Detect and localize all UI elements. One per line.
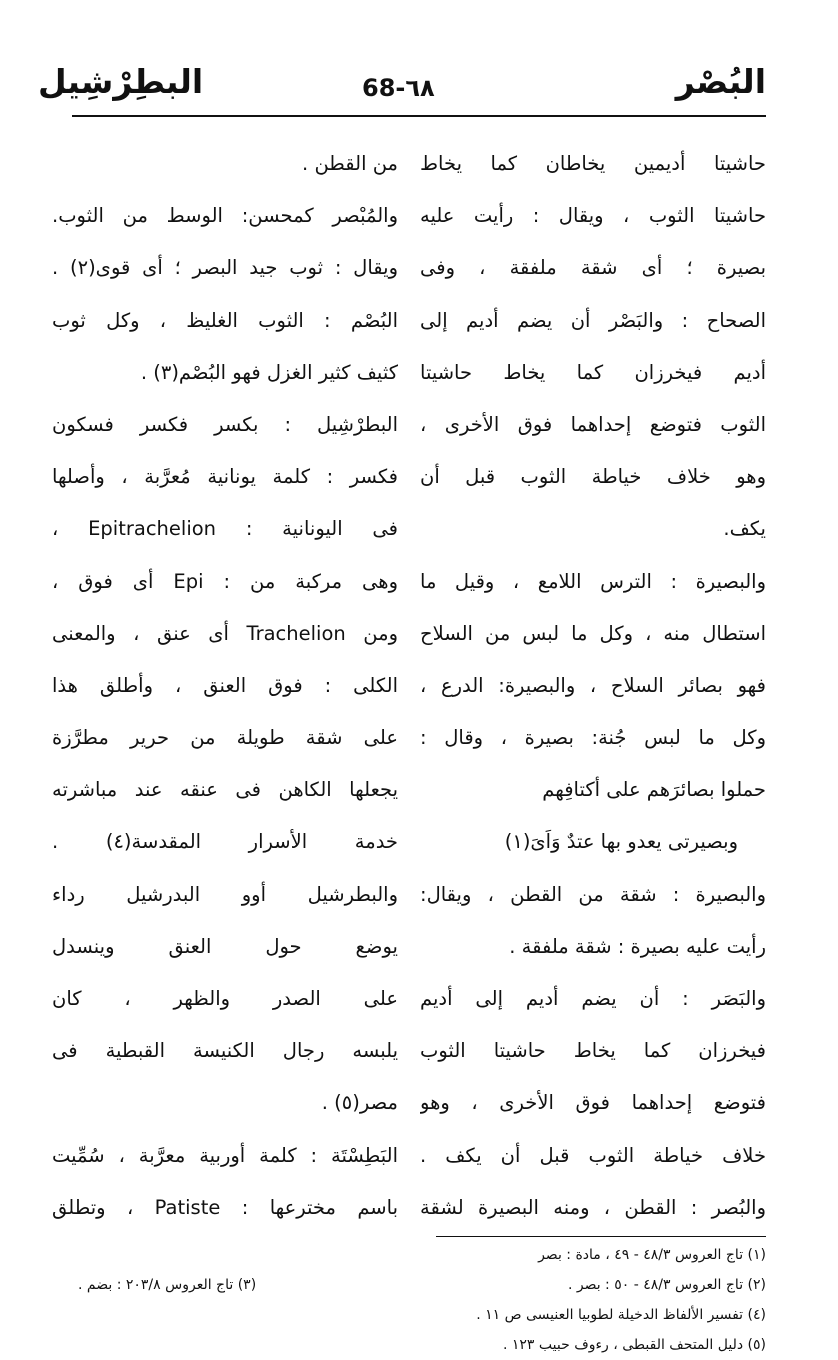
text-line: فهو بصائر السلاح ، والبصيرة: الدرع ، [420, 673, 766, 697]
text-line: يجعلها الكاهن فى عنقه عند مباشرته [52, 778, 398, 802]
footnote: (٢) تاج العروس ٤٨/٣ - ٥٠ : بصر . [567, 1277, 766, 1293]
text-line: كثيف كثير الغزل فهو البُصْم(٣) . [140, 360, 398, 384]
text-line: باسم مخترعها : Patiste ، وتطلق [52, 1195, 398, 1219]
text-line: والبصيرة : الترس اللامع ، وقيل ما [420, 569, 766, 593]
text-line: من القطن . [302, 152, 398, 175]
text-line: فيخرزان كما يخاط حاشيتا الثوب [420, 1039, 766, 1063]
left-column [52, 138, 398, 1234]
text-line: يوضع حول العنق وينسدل [52, 934, 398, 958]
text-line: وهو خلاف خياطة الثوب قبل أن [420, 465, 766, 489]
verse-line: حملوا بصائرَهم على أكتافِهم [542, 778, 766, 802]
text-line: على شقة طويلة من حرير مطرَّزة [52, 726, 398, 750]
text-line: يلبسه رجال الكنيسة القبطية فى [52, 1039, 398, 1063]
footnote-row [66, 1270, 766, 1300]
text-line: رأيت عليه بصيرة : شقة ملفقة . [509, 934, 766, 958]
text-line: الثوب فتوضع إحداهما فوق الأخرى ، [420, 412, 766, 436]
text-line: حاشيتا أديمين يخاطان كما يخاط [420, 152, 766, 175]
text-line: على الصدر والظهر ، كان [52, 987, 398, 1010]
footnote: (٥) دليل المتحف القبطى ، رءوف حبيب ١٢٣ . [502, 1337, 766, 1353]
text-line: والبطرشيل أوو البدرشيل رداء [52, 882, 398, 906]
page-header [0, 52, 838, 112]
text-line: فكسر : كلمة يونانية مُعرَّبة ، وأصلها [52, 465, 398, 489]
right-column [420, 138, 766, 1234]
text-line: والبُصر : القطن ، ومنه البصيرة لشقة [420, 1195, 766, 1219]
text-line: الكلى : فوق العنق ، وأطلق هذا [52, 673, 398, 697]
text-line: حاشيتا الثوب ، ويقال : رأيت عليه [420, 204, 766, 228]
text-line: والمُبْصر كمحسن: الوسط من الثوب. [52, 204, 398, 228]
text-line: مصر(٥) . [321, 1091, 398, 1115]
text-line: ومن Trachelion أى عنق ، والمعنى [52, 621, 398, 645]
text-line: بصيرة ؛ أى شقة ملفقة ، وفى [420, 256, 766, 280]
left-headword: البطِرْشِيل [38, 62, 204, 101]
text-line: خلاف خياطة الثوب قبل أن يكف . [420, 1143, 766, 1167]
footnote-rule [436, 1236, 766, 1237]
text-line: يكف. [723, 517, 766, 541]
verse-line: وبصيرتى يعدو بها عتدٌ وَاَىَ(١) [504, 830, 738, 854]
text-line: استطال منه ، وكل ما لبس من السلاح [420, 621, 766, 645]
right-headword: البُصْر [675, 62, 766, 101]
text-line: والبصيرة : شقة من القطن ، ويقال: [420, 882, 766, 906]
text-line: الصحاح : والبَصْر أن يضم أديم إلى [420, 308, 766, 332]
footnote: (٤) تفسير الألفاظ الدخيلة لطوبيا العنيسى ص ١١ . [476, 1307, 766, 1323]
entry-line: البُصْم : الثوب الغليظ ، وكل ثوب [52, 308, 398, 332]
text-line: وكل ما لبس جُنة: بصيرة ، وقال : [420, 726, 766, 750]
text-line: والبَصَر : أن يضم أديم إلى أديم [420, 987, 766, 1010]
entry-line: البطرْشِيل : بكسر فكسر فسكون [52, 412, 398, 436]
entry-line: البَطِسْتَة : كلمة أوربية معرَّبة ، سُمِّيت [52, 1143, 398, 1167]
text-line: فى اليونانية : Epitrachelion ، [52, 517, 398, 541]
page-number: 68-٦٨ [362, 74, 435, 102]
footnote: (٣) تاج العروس ٢٠٣/٨ : بضم . [78, 1277, 257, 1293]
text-line: خدمة الأسرار المقدسة(٤) . [52, 830, 398, 854]
text-line: فتوضع إحداهما فوق الأخرى ، وهو [420, 1091, 766, 1115]
text-line: أديم فيخرزان كما يخاط حاشيتا [420, 360, 766, 384]
header-rule [72, 115, 766, 117]
text-line: وهى مركبة من : Epi أى فوق ، [52, 569, 398, 593]
footnotes [66, 1240, 766, 1360]
text-line: ويقال : ثوب جيد البصر ؛ أى قوى(٢) . [52, 256, 398, 280]
footnote: (١) تاج العروس ٤٨/٣ - ٤٩ ، مادة : بصر [538, 1247, 766, 1263]
